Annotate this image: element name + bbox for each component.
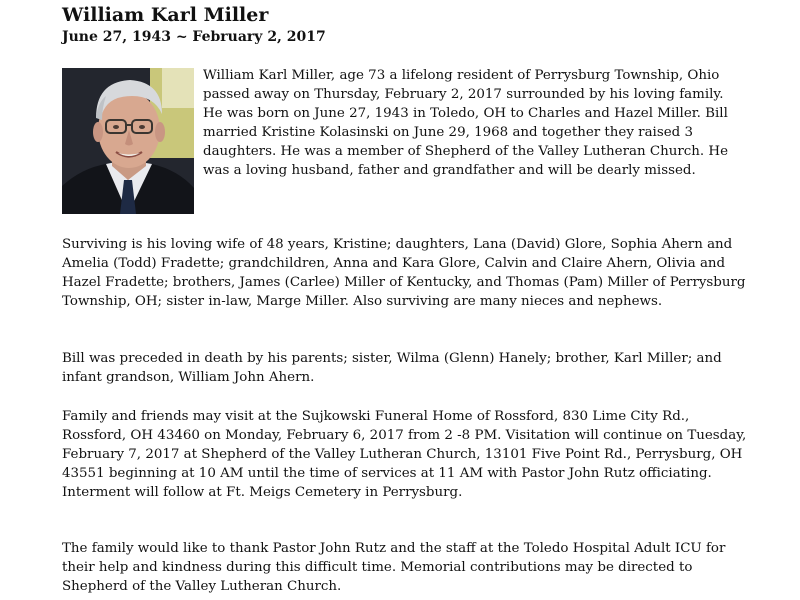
obituary-page xyxy=(62,4,752,594)
intro-section xyxy=(62,66,752,216)
intro-paragraph: William Karl Miller, age 73 a lifelong resident of Perrysburg Township, Ohio passed away on Thursday, February 2, 2017 surrounded by his loving family. He was born on June 27, 1943 in Toledo, OH to Charles and Hazel Miller. Bill married Kristine Kolasinski on June 29, 1968 and together they raised 3 daughters. He was a member of Shepherd of the Valley Lutheran Church. He was a loving husband, father and grandfather and will be dearly missed. xyxy=(203,68,728,178)
obituary-name: William Karl Miller xyxy=(62,4,269,26)
preceded-paragraph: Bill was preceded in death by his parents; sister, Wilma (Glenn) Hanely; brother, Karl Miller; and infant grandson, William John Ahern. xyxy=(62,351,722,385)
survivors-paragraph: Surviving is his loving wife of 48 years, Kristine; daughters, Lana (David) Glore, Sophia Ahern and Amelia (Todd) Fradette; grandchildren, Anna and Kara Glore, Calvin and Claire Ahern, Olivia and Hazel Fradette; brothers, James (Carlee) Miller of Kentucky, and Thomas (Pam) Miller of Perrysburg Township, OH; sister in-law, Marge Miller. Also surviving are many nieces and nephews. xyxy=(62,237,746,309)
portrait-photo xyxy=(62,68,194,214)
obituary-dates: June 27, 1943 ~ February 2, 2017 xyxy=(62,29,326,45)
thanks-paragraph: The family would like to thank Pastor John Rutz and the staff at the Toledo Hospital Adult ICU for their help and kindness during this difficult time. Memorial contributions may be directed to Shepherd of the Valley Lutheran Church. xyxy=(62,541,726,594)
visitation-paragraph: Family and friends may visit at the Sujkowski Funeral Home of Rossford, 830 Lime City Rd., Rossford, OH 43460 on Monday, February 6, 2017 from 2 -8 PM. Visitation will continue on Tuesday, February 7, 2017 at Shepherd of the Valley Lutheran Church, 13101 Five Point Rd., Perrysburg, OH 43551 beginning at 10 AM until the time of services at 11 AM with Pastor John Rutz officiating. Interment will follow at Ft. Meigs Cemetery in Perrysburg. xyxy=(62,409,747,500)
